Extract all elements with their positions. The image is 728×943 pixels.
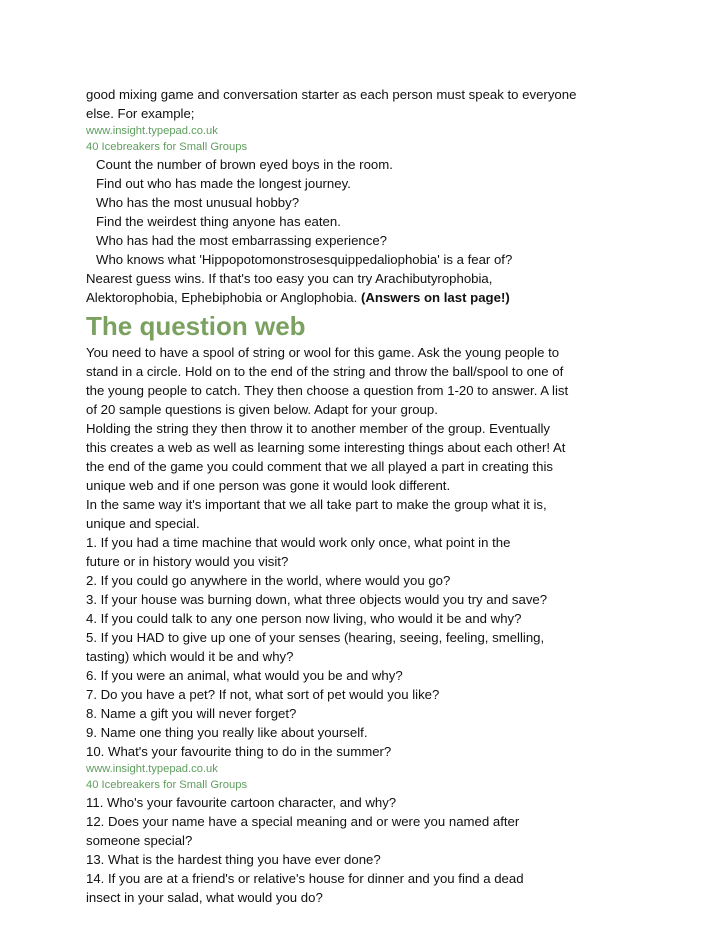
footer-site-link[interactable]: www.insight.typepad.co.uk [86, 763, 218, 775]
intro-line: else. For example; [86, 106, 195, 121]
section-heading: The question web [86, 311, 306, 341]
paragraph-line: the young people to catch. They then choose a question from 1-20 to answer. A list [86, 383, 569, 398]
question-item: 8. Name a gift you will never forget? [86, 706, 297, 721]
web-paragraph [86, 419, 586, 495]
guess-text: Alektorophobia, Ephebiphobia or Anglophobia. [86, 290, 361, 305]
question-item: someone special? [86, 833, 193, 848]
question-item: 2. If you could go anywhere in the world, where would you go? [86, 573, 451, 588]
question-item: 3. If your house was burning down, what three objects would you try and save? [86, 592, 548, 607]
paragraph-line: unique web and if one person was gone it would look different. [86, 478, 451, 493]
paragraph-line: You need to have a spool of string or wool for this game. Ask the young people to [86, 345, 560, 360]
paragraph-line: of 20 sample questions is given below. Adapt for your group. [86, 402, 438, 417]
guess-line: Nearest guess wins. If that's too easy you can try Arachibutyrophobia, [86, 271, 493, 286]
footer-title: 40 Icebreakers for Small Groups [86, 141, 248, 153]
group-paragraph [86, 495, 586, 533]
list-item: Who knows what 'Hippopotomonstrosesquippedaliophobia' is a fear of? [96, 252, 513, 267]
question-item: 5. If you HAD to give up one of your senses (hearing, seeing, feeling, smelling, [86, 630, 545, 645]
question-item: 12. Does your name have a special meaning and or were you named after [86, 814, 520, 829]
question-list [86, 533, 586, 761]
list-item: Count the number of brown eyed boys in the room. [96, 157, 393, 172]
paragraph-line: the end of the game you could comment that we all played a part in creating this [86, 459, 553, 474]
paragraph-line: stand in a circle. Hold on to the end of the string and throw the ball/spool to one of [86, 364, 564, 379]
question-item: 6. If you were an animal, what would you be and why? [86, 668, 403, 683]
question-item: 4. If you could talk to any one person now living, who would it be and why? [86, 611, 522, 626]
question-list [86, 793, 586, 907]
question-item: insect in your salad, what would you do? [86, 890, 323, 905]
question-item: 9. Name one thing you really like about yourself. [86, 725, 368, 740]
list-item: Find the weirdest thing anyone has eaten. [96, 214, 341, 229]
guess-line [86, 288, 586, 307]
answers-note: (Answers on last page!) [360, 290, 510, 305]
bullet-list [86, 155, 586, 269]
list-item: Who has had the most embarrassing experience? [96, 233, 388, 248]
question-item: 10. What's your favourite thing to do in the summer? [86, 744, 392, 759]
list-item: Find out who has made the longest journey. [96, 176, 351, 191]
footer-site-link[interactable]: www.insight.typepad.co.uk [86, 125, 218, 137]
paragraph-line: unique and special. [86, 516, 200, 531]
page-content [86, 85, 586, 907]
question-item: 14. If you are at a friend's or relative's house for dinner and you find a dead [86, 871, 524, 886]
paragraph-line: Holding the string they then throw it to another member of the group. Eventually [86, 421, 551, 436]
list-item: Who has the most unusual hobby? [96, 195, 300, 210]
intro-line: good mixing game and conversation starter as each person must speak to everyone [86, 87, 577, 102]
question-item: 1. If you had a time machine that would work only once, what point in the [86, 535, 511, 550]
question-item: 13. What is the hardest thing you have ever done? [86, 852, 381, 867]
footer-title: 40 Icebreakers for Small Groups [86, 779, 248, 791]
question-item: 7. Do you have a pet? If not, what sort of pet would you like? [86, 687, 440, 702]
paragraph-line: this creates a web as well as learning some interesting things about each other! At [86, 440, 566, 455]
question-item: future or in history would you visit? [86, 554, 289, 569]
instructions-paragraph [86, 343, 586, 419]
paragraph-line: In the same way it's important that we all take part to make the group what it is, [86, 497, 547, 512]
question-item: 11. Who's your favourite cartoon character, and why? [86, 795, 397, 810]
question-item: tasting) which would it be and why? [86, 649, 294, 664]
